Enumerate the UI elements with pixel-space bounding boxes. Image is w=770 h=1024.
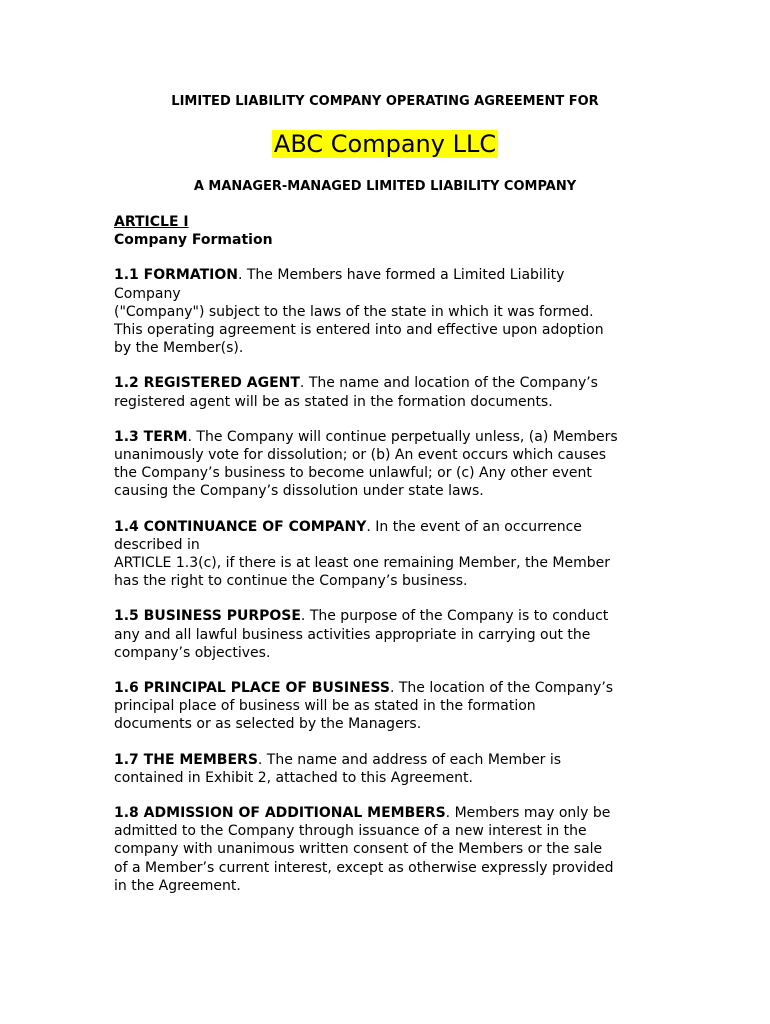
section-text: contained in Exhibit 2, attached to this Agreement. [114, 769, 473, 786]
section-line [114, 374, 674, 392]
section-8 [114, 804, 674, 895]
section-text: . The location of the Company’s [389, 680, 614, 697]
section-text: Company [114, 285, 181, 302]
section-line [114, 393, 674, 411]
section-title: 1.6 PRINCIPAL PLACE OF BUSINESS [114, 680, 390, 697]
section-line [114, 607, 674, 625]
section-line [114, 266, 674, 284]
section-7 [114, 751, 674, 787]
section-text: in the Agreement. [114, 877, 241, 894]
sections-list [114, 266, 674, 895]
section-line [114, 554, 674, 572]
section-line [114, 697, 674, 715]
section-2 [114, 374, 674, 410]
section-title: 1.3 TERM [114, 428, 188, 445]
section-text: admitted to the Company through issuance of a new interest in the [114, 823, 587, 840]
section-text: by the Member(s). [114, 340, 244, 357]
section-text: . In the event of an occurrence [366, 518, 582, 535]
section-line [114, 572, 674, 590]
company-name: ABC Company LLC [273, 130, 497, 158]
section-4 [114, 518, 674, 591]
section-text: the Company’s business to become unlawful; or (c) Any other event [114, 465, 592, 482]
section-text: unanimously vote for dissolution; or (b) An event occurs which causes [114, 447, 607, 464]
section-text: documents or as selected by the Managers. [114, 716, 422, 733]
section-text: This operating agreement is entered into and effective upon adoption [114, 322, 604, 339]
section-text: . The Company will continue perpetually unless, (a) Members [187, 428, 618, 445]
article-subheading: Company Formation [114, 232, 273, 249]
section-3 [114, 428, 674, 501]
section-line [114, 626, 674, 644]
section-5 [114, 607, 674, 662]
section-title: 1.1 FORMATION [114, 267, 238, 284]
section-text: has the right to continue the Company’s business. [114, 573, 468, 590]
section-text: causing the Company’s dissolution under state laws. [114, 483, 484, 500]
section-text: ("Company") subject to the laws of the state in which it was formed. [114, 303, 594, 320]
section-text: registered agent will be as stated in the formation documents. [114, 393, 553, 410]
section-text: company with unanimous written consent of the Members or the sale [114, 841, 603, 858]
section-title: 1.2 REGISTERED AGENT [114, 375, 300, 392]
section-text: . Members may only be [445, 805, 611, 822]
section-line [114, 715, 674, 733]
section-text: of a Member’s current interest, except as otherwise expressly provided [114, 859, 614, 876]
section-line [114, 303, 674, 321]
section-line [114, 446, 674, 464]
section-title: 1.7 THE MEMBERS [114, 751, 258, 768]
section-text: . The name and location of the Company’s [299, 375, 598, 392]
section-line [114, 840, 674, 858]
company-name-line [0, 128, 770, 160]
section-6 [114, 679, 674, 734]
section-text: company’s objectives. [114, 644, 271, 661]
section-title: 1.8 ADMISSION OF ADDITIONAL MEMBERS [114, 805, 446, 822]
section-line [114, 428, 674, 446]
section-1 [114, 266, 674, 357]
section-line [114, 804, 674, 822]
section-title: 1.4 CONTINUANCE OF COMPANY [114, 518, 367, 535]
section-text: ARTICLE 1.3(c), if there is at least one remaining Member, the Member [114, 555, 610, 572]
section-text: . The name and address of each Member is [257, 751, 562, 768]
section-text: described in [114, 536, 200, 553]
section-line [114, 859, 674, 877]
section-line [114, 482, 674, 500]
section-line [114, 518, 674, 536]
section-line [114, 822, 674, 840]
section-line [114, 339, 674, 357]
section-line [114, 321, 674, 339]
agreement-subtitle: A MANAGER-MANAGED LIMITED LIABILITY COMPANY [193, 179, 577, 194]
section-line [114, 464, 674, 482]
section-line [114, 679, 674, 697]
section-line [114, 285, 674, 303]
section-text: . The purpose of the Company is to conduct [300, 608, 609, 625]
section-line [114, 536, 674, 554]
section-line [114, 751, 674, 769]
article-block [114, 213, 674, 895]
section-title: 1.5 BUSINESS PURPOSE [114, 608, 301, 625]
section-text: . The Members have formed a Limited Liability [237, 267, 565, 284]
section-line [114, 644, 674, 662]
agreement-title: LIMITED LIABILITY COMPANY OPERATING AGREEMENT FOR [171, 94, 599, 109]
section-text: principal place of business will be as stated in the formation [114, 698, 536, 715]
section-text: any and all lawful business activities appropriate in carrying out the [114, 626, 591, 643]
section-line [114, 769, 674, 787]
article-heading: ARTICLE I [114, 214, 189, 230]
section-line [114, 877, 674, 895]
